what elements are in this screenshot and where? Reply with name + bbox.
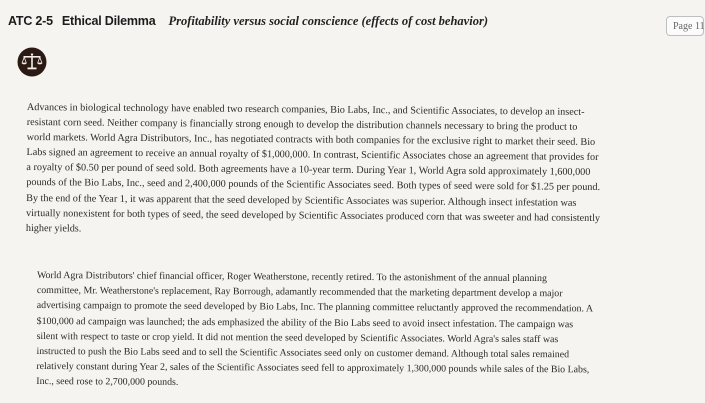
paragraph-line: pounds of the Bio Labs, Inc., seed and 2,400,000 pounds of the Scientific Associates seed. Both types of seed were sold for $1.25 per pound. [26, 177, 601, 194]
page-tab[interactable]: Page 11 [666, 16, 704, 36]
paragraph-line: a royalty of $0.50 per pound of seed sold. Both agreements have a 10-year term. During Year 1, World Agra sold approximately 1,600,000 [26, 162, 591, 179]
paragraph-line: silent with respect to taste or crop yield. It did not mention the seed developed by Scientific Associates. World Agra's sales staff was [36, 330, 559, 345]
paragraph-line: virtually nonexistent for both types of seed, the seed developed by Scientific Associates produced corn that was sweeter and had consistently [25, 207, 601, 224]
case-paragraph-2 [36, 268, 692, 394]
paragraph-line: Advances in biological technology have enabled two research companies, Bio Labs, Inc., and Scientific Associates, to develop an insect- [26, 101, 585, 118]
paragraph-line: Inc., seed rose to 2,700,000 pounds. [36, 376, 179, 389]
case-type-label: Ethical Dilemma [61, 14, 156, 28]
paragraph-line: resistant corn seed. Neither company is financially strong enough to develop the distribution channels necessary to bring the product to [26, 117, 578, 133]
paragraph-line: World Agra Distributors' chief financial officer, Roger Weatherstone, recently retired. To the astonishment of the annual planning [36, 269, 547, 285]
paragraph-line: relatively constant during Year 2, sales of the Scientific Associates seed fell to approximately 1,300,000 pounds while sales of the Bio Labs, [36, 361, 590, 376]
scales-of-justice-icon [17, 47, 47, 77]
case-title: Profitability versus social conscience (effects of cost behavior) [168, 14, 488, 28]
paragraph-line: committee, Mr. Weatherstone's replacement, Ray Borrough, adamantly recommended that the marketing department develop a major [36, 285, 563, 300]
paragraph-line: Labs signed an agreement to receive an annual royalty of $1,000,000. In contrast, Scientific Associates chose an agreement that provides for [26, 147, 599, 164]
paragraph-line: world markets. World Agra Distributors, Inc., has negotiated contracts with both companies for the exclusive right to market their seed. Bio [26, 132, 596, 149]
case-number: ATC 2-5 [8, 14, 53, 28]
case-paragraph-1 [26, 100, 692, 242]
paragraph-line: higher yields. [25, 222, 82, 235]
paragraph-line: advertising campaign to promote the seed developed by Bio Labs, Inc. The planning committee reluctantly approved the recommendation. A [36, 300, 594, 315]
paragraph-line: $100,000 ad campaign was launched; the ads emphasized the ability of the Bio Labs seed to avoid insect infestation. The campaign was [36, 315, 574, 330]
paragraph-line: By the end of the Year 1, it was apparent that the seed developed by Scientific Associates was superior. Although insect infestation was [26, 192, 577, 209]
case-header [8, 12, 705, 32]
paragraph-line: instructed to push the Bio Labs seed and to sell the Scientific Associates seed only on customer demand. Although total sales remained [36, 346, 570, 361]
